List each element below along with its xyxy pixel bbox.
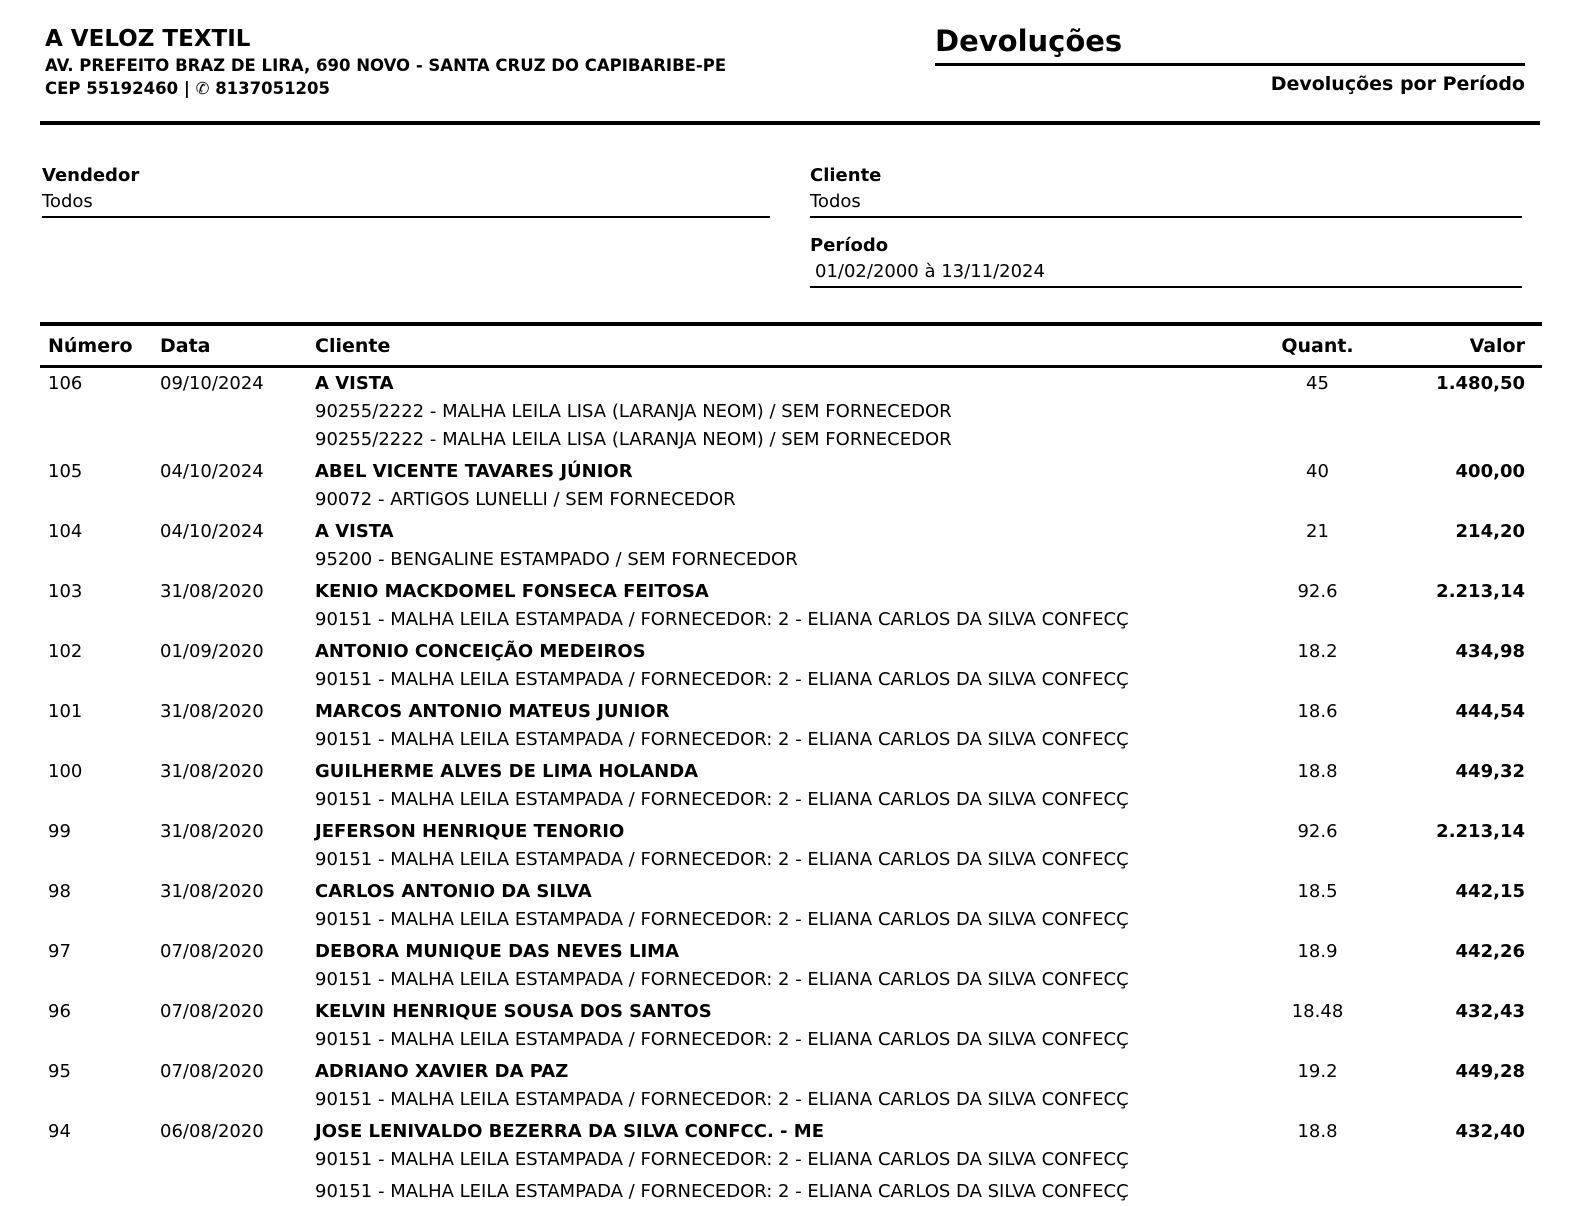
client-name: ABEL VICENTE TAVARES JÚNIOR bbox=[315, 461, 633, 482]
row-client-cell bbox=[307, 458, 1245, 514]
product-lines bbox=[315, 966, 1245, 994]
client-name: JOSE LENIVALDO BEZERRA DA SILVA CONFCC. - ME bbox=[315, 1121, 824, 1142]
product-line: 90151 - MALHA LEILA ESTAMPADA / FORNECEDOR: 2 - ELIANA CARLOS DA SILVA CONFECÇ bbox=[315, 1149, 1129, 1170]
row-client-cell bbox=[307, 758, 1245, 814]
amount-value: 2.213,14 bbox=[1436, 581, 1525, 602]
product-line: 90151 - MALHA LEILA ESTAMPADA / FORNECEDOR: 2 - ELIANA CARLOS DA SILVA CONFECÇ bbox=[315, 729, 1129, 750]
row-number: 94 bbox=[48, 1121, 71, 1142]
quantity-value: 21 bbox=[1306, 521, 1329, 542]
column-header-valor: Valor bbox=[1469, 335, 1525, 357]
row-client-cell bbox=[307, 1118, 1245, 1174]
quantity-value: 92.6 bbox=[1297, 581, 1338, 602]
quantity-value: 92.6 bbox=[1297, 821, 1338, 842]
product-line: 90151 - MALHA LEILA ESTAMPADA / FORNECEDOR: 2 - ELIANA CARLOS DA SILVA CONFECÇ bbox=[315, 789, 1129, 810]
amount-value: 442,26 bbox=[1455, 941, 1525, 962]
row-client-cell bbox=[307, 698, 1245, 754]
quantity-value: 18.9 bbox=[1297, 941, 1338, 962]
amount-value: 1.480,50 bbox=[1436, 373, 1525, 394]
row-date: 01/09/2020 bbox=[160, 641, 264, 662]
product-lines bbox=[315, 546, 1245, 574]
report-subtitle: Devoluções por Período bbox=[1270, 73, 1525, 95]
cliente-filter bbox=[810, 163, 1522, 218]
table-row bbox=[40, 878, 1542, 934]
row-client-cell bbox=[307, 878, 1245, 934]
table-row bbox=[40, 938, 1542, 994]
row-number: 99 bbox=[48, 821, 71, 842]
client-name: A VISTA bbox=[315, 373, 394, 394]
phone-icon: ✆ bbox=[195, 79, 210, 98]
cliente-label: Cliente bbox=[810, 165, 882, 186]
quantity-value: 40 bbox=[1306, 461, 1329, 482]
quantity-value: 18.2 bbox=[1297, 641, 1338, 662]
row-number: 106 bbox=[48, 373, 83, 394]
client-name: DEBORA MUNIQUE DAS NEVES LIMA bbox=[315, 941, 680, 962]
row-number: 102 bbox=[48, 641, 83, 662]
header-divider bbox=[40, 121, 1540, 125]
row-number: 96 bbox=[48, 1001, 71, 1022]
product-line: 90151 - MALHA LEILA ESTAMPADA / FORNECEDOR: 2 - ELIANA CARLOS DA SILVA CONFECÇ bbox=[315, 909, 1129, 930]
amount-value: 449,32 bbox=[1455, 761, 1525, 782]
row-client-cell bbox=[307, 518, 1245, 574]
product-line: 90151 - MALHA LEILA ESTAMPADA / FORNECEDOR: 2 - ELIANA CARLOS DA SILVA CONFECÇ bbox=[315, 669, 1129, 690]
table-row bbox=[40, 818, 1542, 874]
table-row bbox=[40, 998, 1542, 1054]
periodo-filter bbox=[810, 233, 1522, 288]
company-name: A VELOZ TEXTIL bbox=[45, 26, 251, 52]
row-client-cell bbox=[307, 938, 1245, 994]
client-name: JEFERSON HENRIQUE TENORIO bbox=[315, 821, 625, 842]
row-number: 100 bbox=[48, 761, 83, 782]
product-lines bbox=[315, 1086, 1245, 1114]
table-row bbox=[40, 1118, 1542, 1174]
periodo-label: Período bbox=[810, 235, 889, 256]
quantity-value: 18.6 bbox=[1297, 701, 1338, 722]
company-header bbox=[45, 24, 726, 100]
separator: | bbox=[183, 79, 190, 98]
product-line: 90072 - ARTIGOS LUNELLI / SEM FORNECEDOR bbox=[315, 489, 736, 510]
table-body bbox=[40, 368, 1542, 1174]
client-name: MARCOS ANTONIO MATEUS JUNIOR bbox=[315, 701, 670, 722]
row-date: 31/08/2020 bbox=[160, 881, 264, 902]
table-row bbox=[40, 578, 1542, 634]
vendedor-filter bbox=[42, 163, 770, 218]
table-header-row bbox=[40, 322, 1542, 368]
client-name: A VISTA bbox=[315, 521, 394, 542]
client-name: GUILHERME ALVES DE LIMA HOLANDA bbox=[315, 761, 699, 782]
vendedor-value: Todos bbox=[42, 189, 770, 218]
cliente-value: Todos bbox=[810, 189, 1522, 218]
row-number: 105 bbox=[48, 461, 83, 482]
client-name: ANTONIO CONCEIÇÃO MEDEIROS bbox=[315, 641, 646, 662]
column-header-quant: Quant. bbox=[1281, 335, 1354, 357]
company-cep: CEP 55192460 bbox=[45, 79, 179, 98]
row-number: 101 bbox=[48, 701, 83, 722]
quantity-value: 18.5 bbox=[1297, 881, 1338, 902]
product-line: 90255/2222 - MALHA LEILA LISA (LARANJA NEOM) / SEM FORNECEDOR bbox=[315, 401, 952, 422]
quantity-value: 18.48 bbox=[1291, 1001, 1344, 1022]
quantity-value: 18.8 bbox=[1297, 1121, 1338, 1142]
product-lines bbox=[315, 846, 1245, 874]
row-date: 07/08/2020 bbox=[160, 1001, 264, 1022]
table-row bbox=[40, 758, 1542, 814]
company-phone: 8137051205 bbox=[215, 79, 330, 98]
vendedor-label: Vendedor bbox=[42, 165, 140, 186]
column-header-cliente: Cliente bbox=[315, 335, 391, 357]
row-date: 06/08/2020 bbox=[160, 1121, 264, 1142]
row-client-cell bbox=[307, 818, 1245, 874]
row-number: 98 bbox=[48, 881, 71, 902]
column-header-numero: Número bbox=[48, 335, 133, 357]
product-line: 90151 - MALHA LEILA ESTAMPADA / FORNECEDOR: 2 - ELIANA CARLOS DA SILVA CONFECÇ bbox=[315, 1089, 1129, 1110]
row-number: 103 bbox=[48, 581, 83, 602]
client-name: ADRIANO XAVIER DA PAZ bbox=[315, 1061, 569, 1082]
product-lines bbox=[315, 1026, 1245, 1054]
amount-value: 400,00 bbox=[1455, 461, 1525, 482]
amount-value: 444,54 bbox=[1455, 701, 1525, 722]
product-line: 90151 - MALHA LEILA ESTAMPADA / FORNECEDOR: 2 - ELIANA CARLOS DA SILVA CONFECÇ bbox=[315, 849, 1129, 870]
product-lines bbox=[315, 606, 1245, 634]
report-title: Devoluções bbox=[935, 22, 1525, 66]
product-line: 90151 - MALHA LEILA ESTAMPADA / FORNECEDOR: 2 - ELIANA CARLOS DA SILVA CONFECÇ bbox=[315, 609, 1129, 630]
row-date: 04/10/2024 bbox=[160, 521, 264, 542]
row-client-cell bbox=[307, 370, 1245, 454]
product-lines bbox=[315, 906, 1245, 934]
row-date: 31/08/2020 bbox=[160, 581, 264, 602]
row-number: 95 bbox=[48, 1061, 71, 1082]
row-date: 09/10/2024 bbox=[160, 373, 264, 394]
product-lines bbox=[315, 398, 1245, 454]
clipped-next-row bbox=[40, 1178, 1542, 1202]
table-row bbox=[40, 458, 1542, 514]
table-row bbox=[40, 1058, 1542, 1114]
amount-value: 2.213,14 bbox=[1436, 821, 1525, 842]
product-line: 90151 - MALHA LEILA ESTAMPADA / FORNECEDOR: 2 - ELIANA CARLOS DA SILVA CONFECÇ bbox=[315, 1029, 1129, 1050]
row-client-cell bbox=[307, 1058, 1245, 1114]
company-address: AV. PREFEITO BRAZ DE LIRA, 690 NOVO - SANTA CRUZ DO CAPIBARIBE-PE bbox=[45, 56, 727, 75]
table-row bbox=[40, 698, 1542, 754]
row-date: 31/08/2020 bbox=[160, 821, 264, 842]
report-title-block bbox=[935, 22, 1525, 95]
amount-value: 434,98 bbox=[1455, 641, 1525, 662]
row-number: 104 bbox=[48, 521, 83, 542]
row-date: 07/08/2020 bbox=[160, 1061, 264, 1082]
product-lines bbox=[315, 1146, 1245, 1174]
table-row bbox=[40, 518, 1542, 574]
quantity-value: 18.8 bbox=[1297, 761, 1338, 782]
table-row bbox=[40, 638, 1542, 694]
product-lines bbox=[315, 786, 1245, 814]
row-number: 97 bbox=[48, 941, 71, 962]
row-client-cell bbox=[307, 578, 1245, 634]
row-date: 31/08/2020 bbox=[160, 761, 264, 782]
product-lines bbox=[315, 666, 1245, 694]
column-header-data: Data bbox=[160, 335, 211, 357]
client-name: CARLOS ANTONIO DA SILVA bbox=[315, 881, 592, 902]
amount-value: 214,20 bbox=[1455, 521, 1525, 542]
row-date: 31/08/2020 bbox=[160, 701, 264, 722]
amount-value: 432,40 bbox=[1455, 1121, 1525, 1142]
quantity-value: 45 bbox=[1306, 373, 1329, 394]
product-line: 90151 - MALHA LEILA ESTAMPADA / FORNECEDOR: 2 - ELIANA CARLOS DA SILVA CONFECÇ bbox=[315, 969, 1129, 990]
returns-table bbox=[40, 322, 1542, 1202]
amount-value: 442,15 bbox=[1455, 881, 1525, 902]
row-client-cell bbox=[307, 638, 1245, 694]
product-lines bbox=[315, 726, 1245, 754]
row-date: 04/10/2024 bbox=[160, 461, 264, 482]
client-name: KELVIN HENRIQUE SOUSA DOS SANTOS bbox=[315, 1001, 712, 1022]
product-line: 90151 - MALHA LEILA ESTAMPADA / FORNECEDOR: 2 - ELIANA CARLOS DA SILVA CONFECÇ bbox=[315, 1181, 1129, 1202]
client-name: KENIO MACKDOMEL FONSECA FEITOSA bbox=[315, 581, 709, 602]
amount-value: 449,28 bbox=[1455, 1061, 1525, 1082]
periodo-value: 01/02/2000 à 13/11/2024 bbox=[810, 259, 1522, 288]
product-line: 95200 - BENGALINE ESTAMPADO / SEM FORNECEDOR bbox=[315, 549, 798, 570]
amount-value: 432,43 bbox=[1455, 1001, 1525, 1022]
row-client-cell bbox=[307, 998, 1245, 1054]
company-contact-line bbox=[45, 77, 726, 100]
quantity-value: 19.2 bbox=[1297, 1061, 1338, 1082]
table-row bbox=[40, 370, 1542, 454]
row-date: 07/08/2020 bbox=[160, 941, 264, 962]
product-lines bbox=[315, 486, 1245, 514]
product-line: 90255/2222 - MALHA LEILA LISA (LARANJA NEOM) / SEM FORNECEDOR bbox=[315, 429, 952, 450]
